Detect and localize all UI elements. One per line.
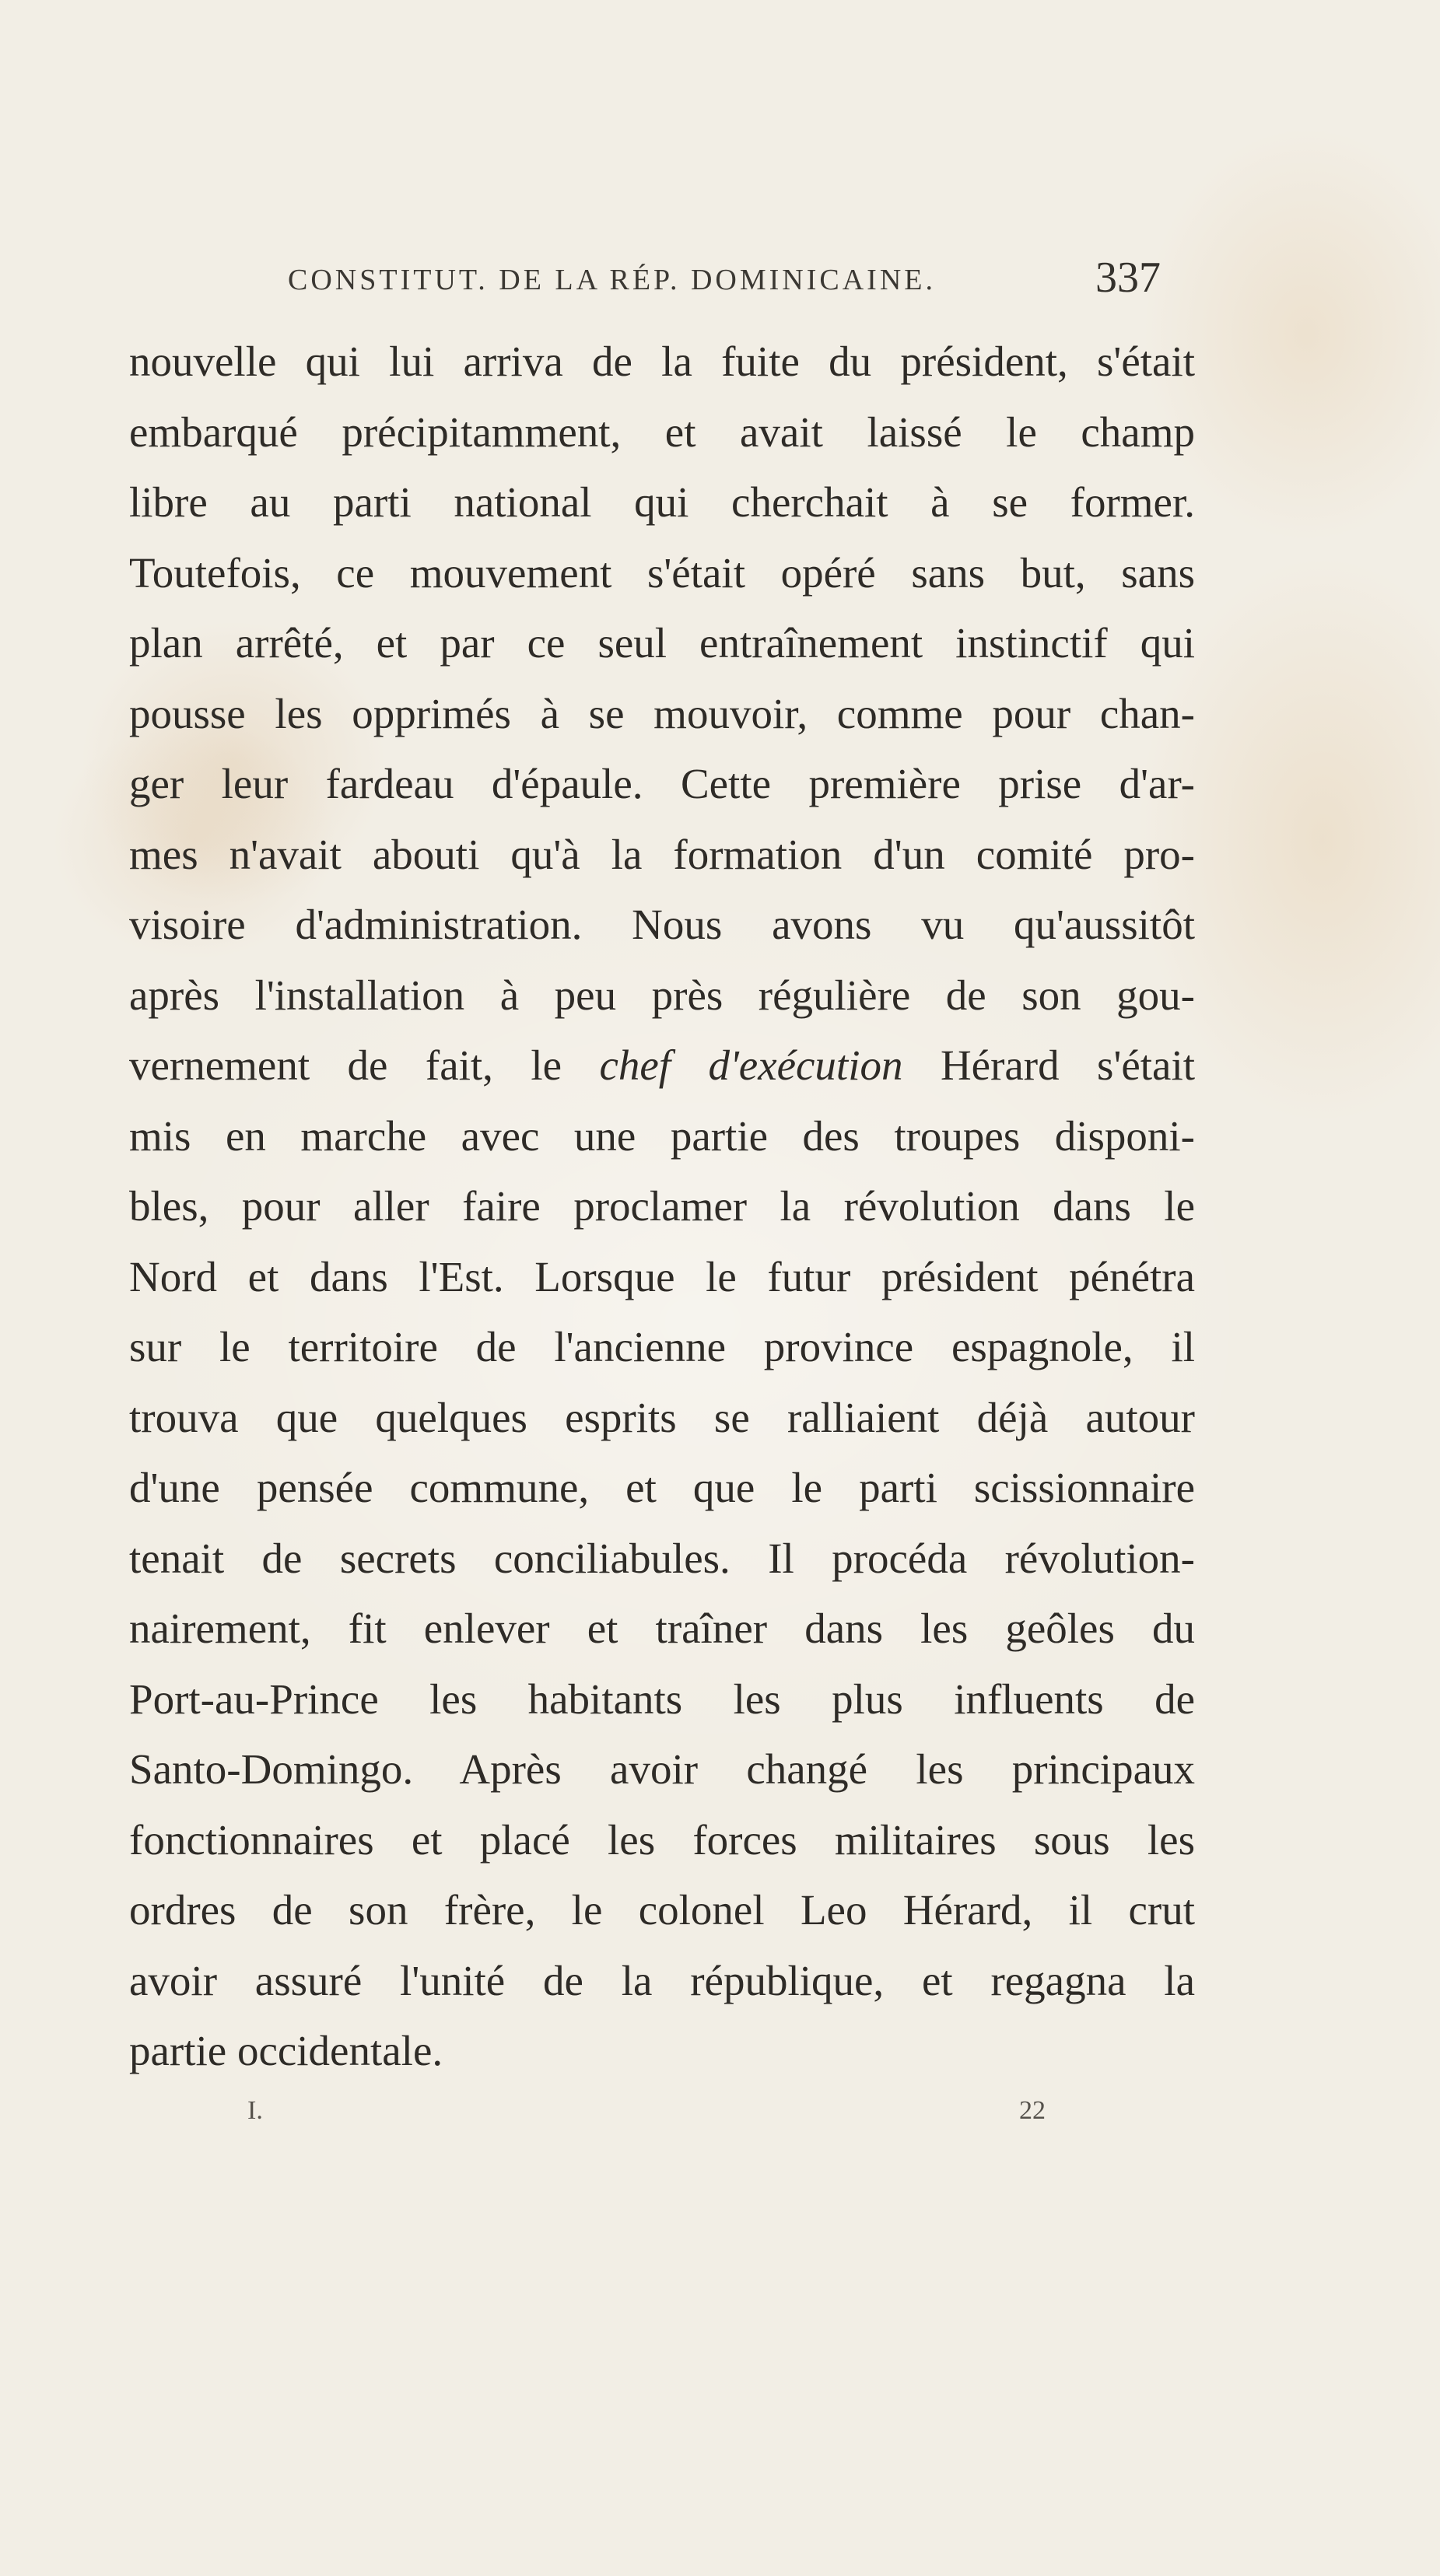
text-line: fonctionnaires et placé les forces militaires sous les	[129, 1815, 1195, 1864]
text-line-last: partie occidentale.	[129, 2027, 443, 2074]
text-line: embarqué précipitamment, et avait laissé le champ	[129, 408, 1195, 456]
text-line: bles, pour aller faire proclamer la révolution dans le	[129, 1182, 1195, 1230]
text-line: Nord et dans l'Est. Lorsque le futur président pénétra	[129, 1252, 1195, 1300]
text-line: tenait de secrets conciliabules. Il procéda révolution-	[129, 1534, 1195, 1582]
text-line: libre au parti national qui cherchait à se former.	[129, 478, 1195, 526]
text-line: mis en marche avec une partie des troupes disponi-	[129, 1111, 1195, 1160]
text-line: ordres de son frère, le colonel Leo Hérard, il crut	[129, 1886, 1195, 1934]
text-line: trouva que quelques esprits se ralliaient déjà autour	[129, 1393, 1195, 1441]
text-line: mes n'avait abouti qu'à la formation d'un comité pro-	[129, 830, 1195, 878]
text-line: nouvelle qui lui arriva de la fuite du président, s'était	[129, 338, 1195, 385]
running-title: CONSTITUT. DE LA RÉP. DOMINICAINE.	[288, 264, 936, 296]
text-line: Santo-Domingo. Après avoir changé les principaux	[129, 1745, 1195, 1793]
text-line: ger leur fardeau d'épaule. Cette première prise d'ar-	[129, 760, 1195, 807]
text-line: Toutefois, ce mouvement s'était opéré sans but, sans	[129, 548, 1195, 597]
text-line: Port-au-Prince les habitants les plus influents de	[129, 1675, 1195, 1723]
italic-term: chef d'exécution	[599, 1041, 903, 1089]
text-line: visoire d'administration. Nous avons vu qu'aussitôt	[129, 901, 1195, 948]
text-segment: Hérard s'était	[940, 1041, 1196, 1089]
text-line: après l'installation à peu près régulière de son gou-	[129, 971, 1195, 1019]
page-number: 337	[1095, 254, 1161, 302]
text-segment: vernement de fait, le	[129, 1041, 562, 1089]
text-line: pousse les opprimés à se mouvoir, comme pour chan-	[129, 689, 1195, 737]
text-line: nairement, fit enlever et traîner dans les geôles du	[129, 1605, 1195, 1652]
text-line: sur le territoire de l'ancienne province espagnole, il	[129, 1323, 1195, 1370]
text-line-with-italic	[129, 1031, 1195, 1101]
body-text	[129, 327, 1195, 2087]
signature-mark: I.	[247, 2096, 263, 2125]
sheet-number: 22	[1019, 2096, 1046, 2125]
text-line: d'une pensée commune, et que le parti scissionnaire	[129, 1464, 1195, 1511]
text-line: plan arrêté, et par ce seul entraînement instinctif qui	[129, 619, 1195, 667]
text-line: avoir assuré l'unité de la république, et regagna la	[129, 1956, 1195, 2004]
